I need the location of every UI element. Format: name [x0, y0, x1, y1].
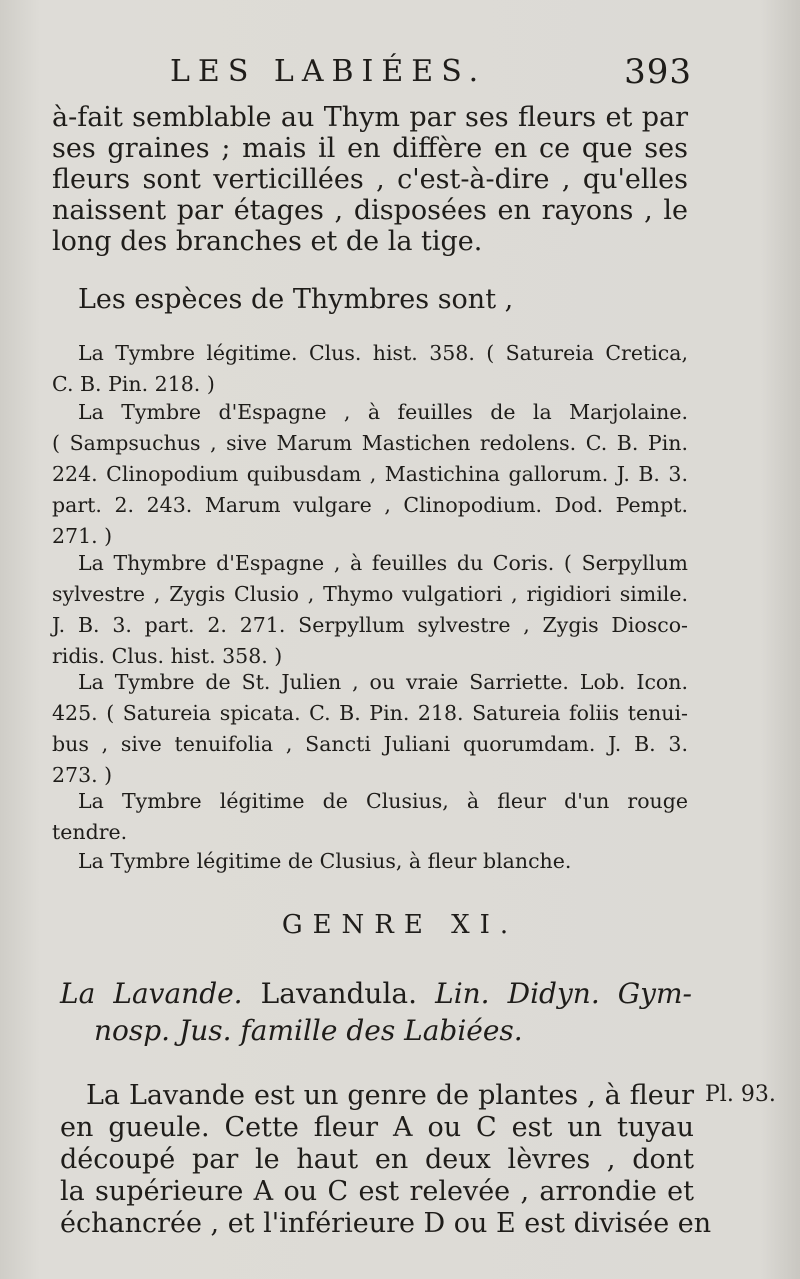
text-line: naissent par étages , disposées en rayons , le — [52, 195, 688, 226]
plate-reference: Pl. 93. — [705, 1082, 776, 1107]
genus-name-fr: La Lavande. — [60, 977, 243, 1010]
text-line: bus , sive tenuifolia , Sancti Juliani quorumdam. J. B. 3. — [52, 732, 688, 756]
running-head: LES LABIÉES. — [170, 54, 487, 89]
text-line: ses graines ; mais il en diffère en ce que ses — [52, 133, 688, 164]
species-entry — [52, 786, 688, 848]
text-line: La Lavande est un genre de plantes , à fleur — [86, 1080, 694, 1111]
page-header — [170, 52, 692, 96]
text-line — [60, 975, 692, 1012]
text-line: en gueule. Cette fleur A ou C est un tuyau — [60, 1112, 694, 1143]
text-line: 271. ) — [52, 524, 113, 548]
text-line: 224. Clinopodium quibusdam , Mastichina gallorum. J. B. 3. — [52, 462, 688, 486]
text-line: la supérieure A ou C est relevée , arrondie et — [60, 1176, 694, 1207]
text-line: J. B. 3. part. 2. 271. Serpyllum sylvestre , Zygis Diosco- — [52, 613, 688, 637]
text-line: échancrée , et l'inférieure D ou E est divisée en — [60, 1208, 712, 1239]
species-entry — [52, 667, 688, 791]
species-entry — [52, 846, 688, 877]
genus-name-la: Lavandula. — [260, 977, 418, 1010]
text-line: part. 2. 243. Marum vulgare , Clinopodium. Dod. Pempt. — [52, 493, 688, 517]
species-heading-text: Les espèces de Thymbres sont , — [78, 284, 514, 315]
text-line: fleurs sont verticillées , c'est-à-dire , qu'elles — [52, 164, 688, 195]
page-number: 393 — [624, 52, 692, 92]
text-line: sylvestre , Zygis Clusio , Thymo vulgatiori , rigidiori simile. — [52, 582, 688, 606]
text-line: ( Sampsuchus , sive Marum Mastichen redolens. C. B. Pin. — [52, 431, 688, 455]
text-line: La Thymbre d'Espagne , à feuilles du Coris. ( Serpyllum — [78, 551, 688, 575]
genus-heading: GENRE XI. — [281, 910, 519, 940]
species-entry — [52, 548, 688, 672]
text-line: tendre. — [52, 820, 128, 844]
species-heading — [78, 284, 678, 316]
text-line: à-fait semblable au Thym par ses fleurs et par — [52, 102, 688, 133]
text-line: La Tymbre légitime. Clus. hist. 358. ( Satureia Cretica, — [78, 341, 688, 365]
text-line: La Tymbre légitime de Clusius, à fleur blanche. — [78, 849, 572, 873]
text-line: La Tymbre d'Espagne , à feuilles de la Marjolaine. — [78, 400, 688, 424]
text-line: La Tymbre légitime de Clusius, à fleur d'un rouge — [78, 789, 688, 813]
genus-classification-cont: nosp. Jus. famille des Labiées. — [94, 1014, 523, 1047]
text-line: 425. ( Satureia spicata. C. B. Pin. 218. Satureia foliis tenui- — [52, 701, 688, 725]
paragraph-lavande-description — [60, 1080, 712, 1240]
paragraph-thymbre-description — [52, 102, 688, 257]
text-line: C. B. Pin. 218. ) — [52, 372, 215, 396]
species-entry — [52, 397, 688, 552]
text-line: La Tymbre de St. Julien , ou vraie Sarriette. Lob. Icon. — [78, 670, 688, 694]
text-line: 273. ) — [52, 763, 113, 787]
species-entry — [52, 338, 688, 400]
text-line: ridis. Clus. hist. 358. ) — [52, 644, 283, 668]
text-line: découpé par le haut en deux lèvres , dont — [60, 1144, 694, 1175]
genus-classification: Lin. Didyn. Gym- — [435, 977, 692, 1010]
text-line: long des branches et de la tige. — [52, 226, 483, 257]
genus-title — [60, 975, 692, 1049]
